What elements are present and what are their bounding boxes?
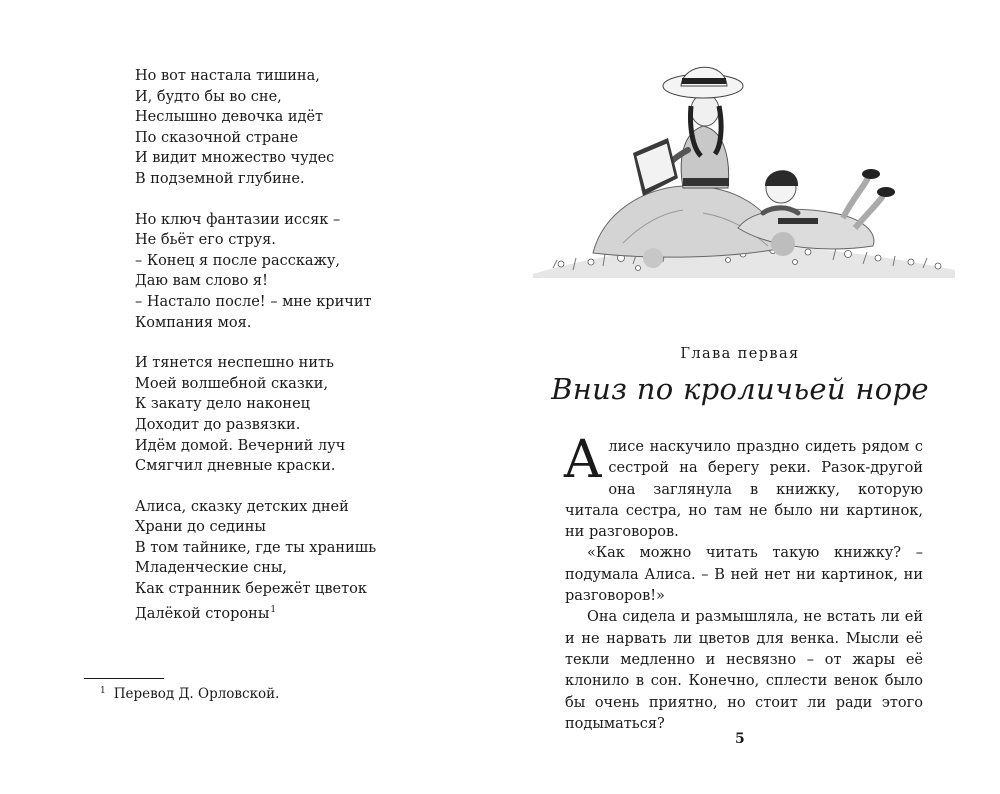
poem-line: И, будто бы во сне, [135, 88, 282, 105]
poem-line: Но вот настала тишина, [135, 68, 320, 84]
poem-line: – Настало после! – мне кричит [135, 293, 372, 310]
paragraph: «Как можно читать такую книжку? – подумала Алиса. – В ней нет ни картинок, ни разговоров!» [565, 545, 923, 605]
stanza [135, 210, 465, 334]
poem-line: По сказочной стране [135, 129, 299, 146]
poem-line-text: Далёкой стороны [135, 605, 270, 622]
poem-line: К закату дело наконец [135, 396, 310, 413]
poem-line: Не бьёт его струя. [135, 232, 276, 249]
chapter-label: Глава первая [680, 346, 800, 362]
poem-line: И видит множество чудес [135, 150, 335, 167]
paragraph [563, 430, 923, 543]
poem-line [135, 600, 465, 621]
poem-line: – Конец я после расскажу, [135, 252, 341, 269]
chapter-title: Вниз по кроличьей норе [551, 372, 929, 406]
footnote-text: Перевод Д. Орловской. [113, 686, 280, 702]
poem-line: И тянется неспешно нить [135, 355, 334, 372]
illustration-girls-reading-in-meadow [533, 38, 955, 288]
footnote-ref[interactable]: 1 [270, 604, 277, 615]
poem-line: Смягчил дневные краски. [135, 458, 336, 475]
poem [135, 66, 465, 640]
poem-line: Компания моя. [135, 314, 252, 331]
poem-line: Идём домой. Вечерний луч [135, 437, 346, 454]
footnote-marker: 1 [100, 686, 106, 696]
poem-line: Храни до седины [135, 519, 266, 536]
poem-line: Младенческие сны, [135, 560, 288, 577]
stanza [135, 66, 465, 190]
poem-line: В том тайнике, где ты хранишь [135, 539, 377, 556]
page-number: 5 [735, 731, 745, 747]
stanza [135, 353, 465, 477]
paragraph-text: лисе наскучило праздно сидеть рядом с сестрой на берегу реки. Разок-другой она заглянула в книжку, которую читала сестра, но там не было ни картинок, ни разговоров. [565, 439, 923, 541]
poem-line: В подземной глубине. [135, 170, 305, 187]
poem-line: Как странник бережёт цветок [135, 581, 367, 598]
poem-line: Моей волшебной сказки, [135, 375, 329, 392]
right-page [500, 0, 1000, 794]
paragraph: Она сидела и размышляла, не встать ли ей и не нарвать ли цветов для венка. Мысли её текли медленно и несвязно – от жары её клонило в сон. Конечно, сплести венок было бы очень приятно, но стоит ли ради этого подыматься? [565, 609, 923, 732]
stanza [135, 497, 465, 621]
poem-line: Доходит до развязки. [135, 416, 301, 433]
footnote-divider [84, 678, 164, 679]
poem-line: Неслышно девочка идёт [135, 109, 324, 126]
footnote [100, 686, 279, 702]
poem-line: Но ключ фантазии иссяк – [135, 211, 341, 228]
poem-line: Даю вам слово я! [135, 273, 268, 290]
drop-cap: А [563, 430, 603, 490]
poem-line: Алиса, сказку детских дней [135, 498, 349, 515]
chapter-body [563, 430, 923, 735]
